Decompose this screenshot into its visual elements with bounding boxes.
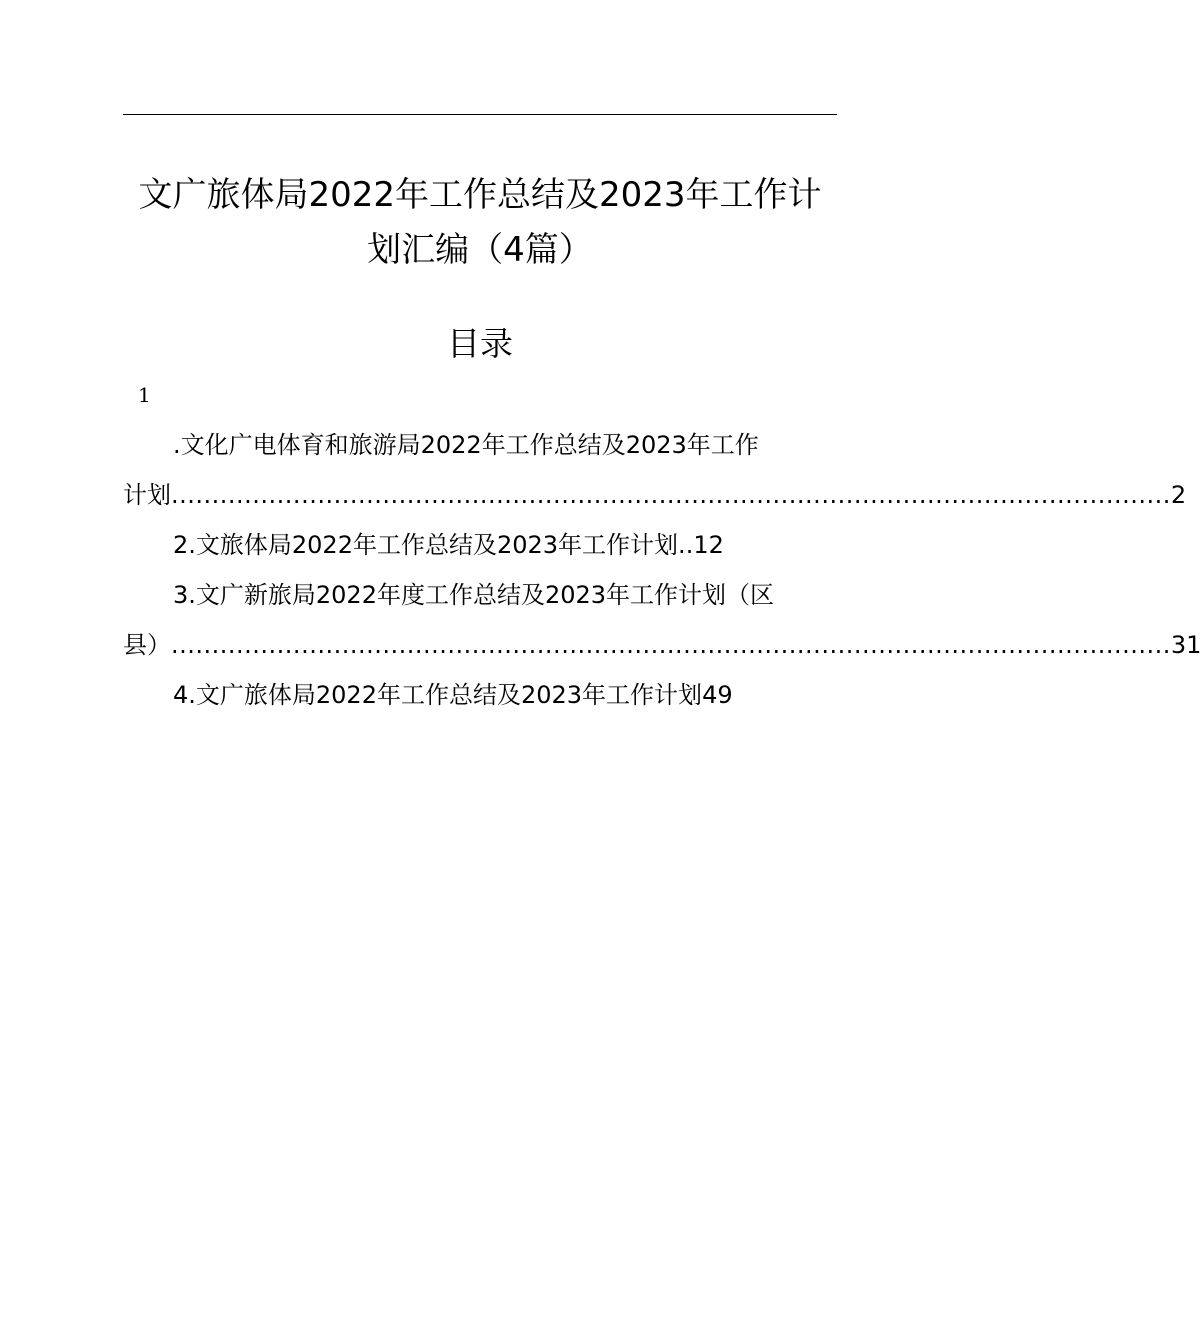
toc-entry-1-title-cont[interactable]: 计划 (123, 481, 171, 509)
toc-entry-1-leader: ........................................................................................................................... (171, 481, 1171, 509)
toc-entry-2[interactable] (123, 520, 837, 570)
toc-entry-4-page[interactable]: 49 (702, 681, 733, 709)
toc-entry-3-title-cont[interactable]: 县） (123, 631, 171, 659)
document-title (110, 168, 850, 278)
toc-entry-2-page[interactable]: 12 (693, 531, 724, 559)
title-line-1: 文广旅体局2022年工作总结及2023年工作计 (138, 175, 822, 215)
toc-entry-3-title[interactable]: 3.文广新旅局2022年度工作总结及2023年工作计划（区 (173, 581, 775, 609)
table-of-contents (123, 420, 1201, 720)
toc-entry-2-title[interactable]: 2.文旅体局2022年工作总结及2023年工作计划. (173, 531, 686, 559)
toc-entry-1-line2[interactable] (123, 470, 1187, 520)
toc-entry-3-line2[interactable] (123, 620, 1201, 670)
toc-entry-4-title[interactable]: 4.文广旅体局2022年工作总结及2023年工作计划 (173, 681, 703, 709)
toc-entry-2-leader: . (685, 531, 694, 559)
toc-entry-3-page[interactable]: 31 (1170, 631, 1201, 659)
toc-entry-4[interactable] (123, 670, 837, 720)
toc-entry-3-line1[interactable] (123, 570, 837, 620)
title-line-2: 划汇编（4篇） (367, 230, 593, 270)
header-rule (123, 114, 837, 115)
toc-entry-1-title[interactable]: .文化广电体育和旅游局2022年工作总结及2023年工作 (173, 431, 759, 459)
toc-entry-1-line1[interactable] (123, 420, 837, 470)
toc-entry-1-number[interactable]: 1 (138, 383, 151, 407)
toc-heading: 目录 (447, 324, 513, 363)
toc-entry-3-leader: ........................................................................................................................... (171, 631, 1171, 659)
toc-entry-1-page[interactable]: 2 (1170, 481, 1187, 509)
